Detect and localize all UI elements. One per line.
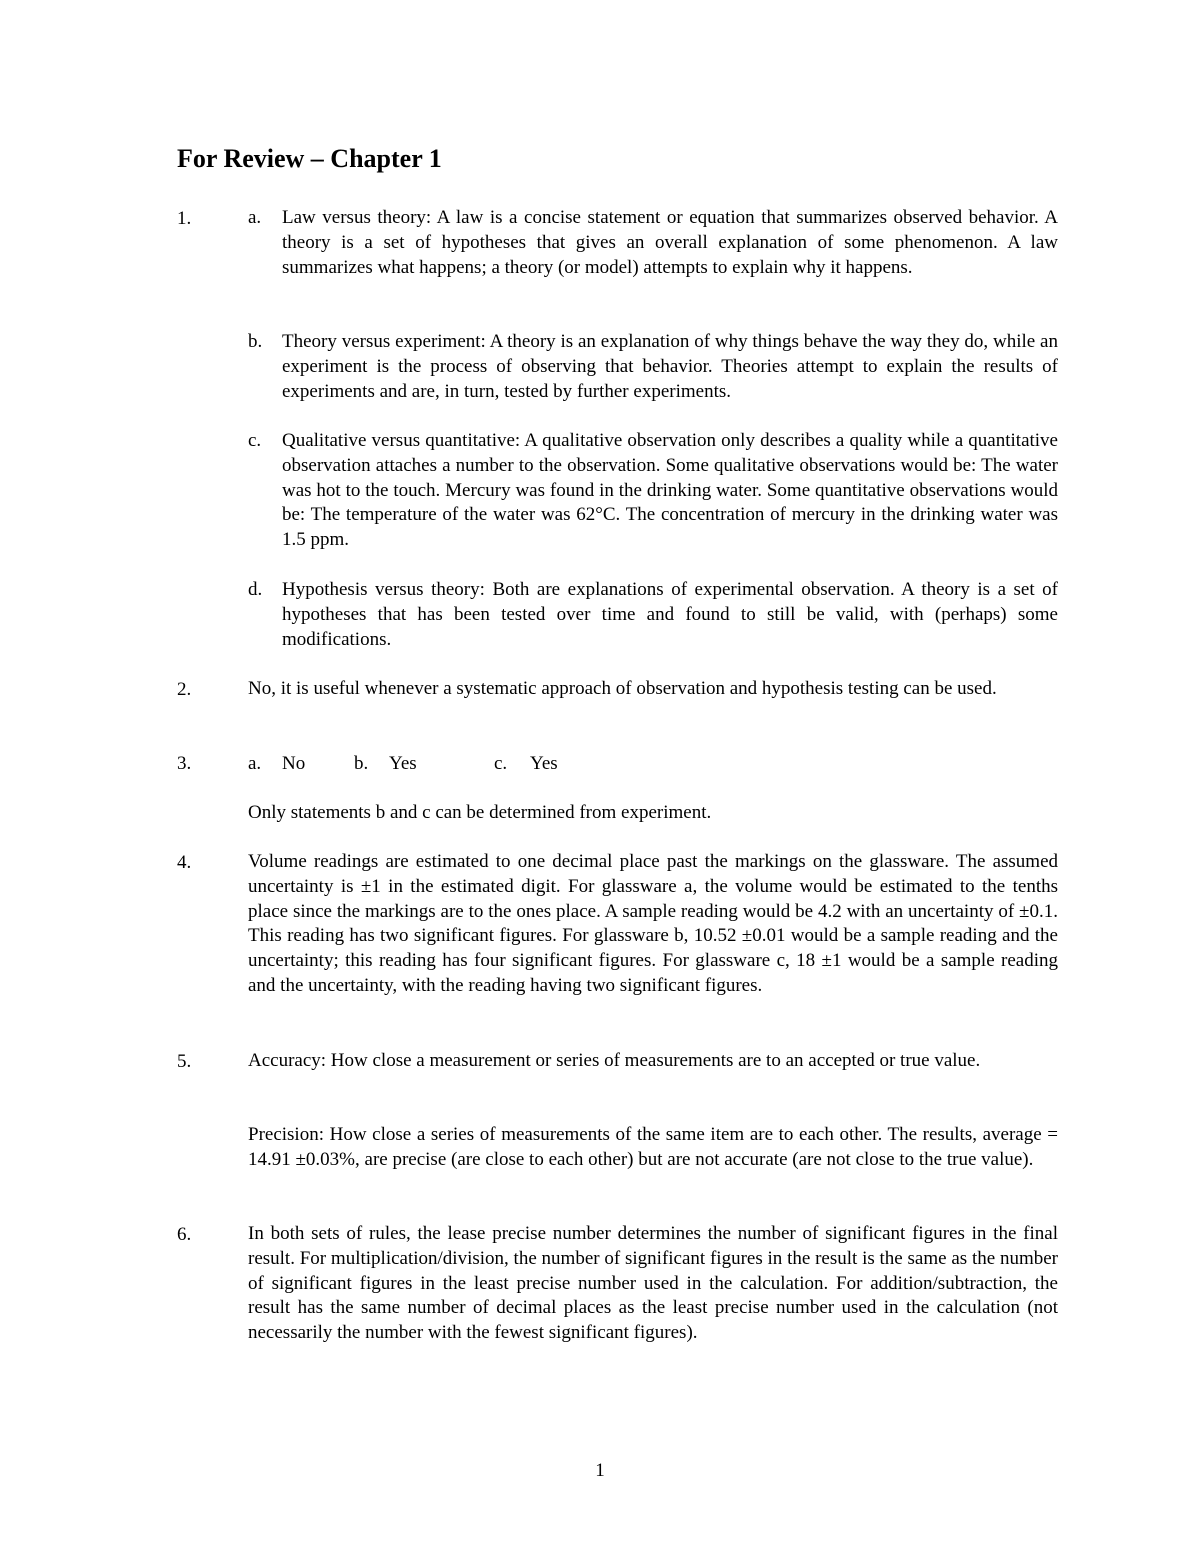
sub-item-letter: d. <box>248 579 263 600</box>
item-number: 1. <box>177 208 192 229</box>
item-number: 5. <box>177 1051 192 1072</box>
sub-item-text: Theory versus experiment: A theory is an explanation of why things behave the way they do, while an experiment is the process of observing that behavior. Theories attempt to explain the results of experiments and are, in turn, tested by further experiments. <box>282 331 1058 402</box>
answer-value: Yes <box>530 753 558 774</box>
sub-item-letter: b. <box>248 331 263 352</box>
page-title: For Review – Chapter 1 <box>177 144 442 173</box>
item-text: No, it is useful whenever a systematic approach of observation and hypothesis testing can be used. <box>248 678 997 699</box>
item-note: Only statements b and c can be determined from experiment. <box>248 802 712 823</box>
answer-value: Yes <box>389 753 417 774</box>
item-number: 4. <box>177 852 192 873</box>
page-number: 1 <box>595 1460 605 1481</box>
answer-letter: b. <box>354 753 369 774</box>
sub-item-1a <box>248 206 1058 280</box>
sub-item-text: Hypothesis versus theory: Both are explanations of experimental observation. A theory is a set of hypotheses that has been tested over time and found to still be valid, with (perhaps) some modifications. <box>282 579 1058 650</box>
item-number: 6. <box>177 1224 192 1245</box>
item-text: In both sets of rules, the lease precise number determines the number of significant figures in the final result. For multiplication/division, the number of significant figures in the result is the same as the number of significant figures in the least precise number used in the calculation. For addition/subtraction, the result has the same number of decimal places as the least precise number used in the calculation (not necessarily the number with the fewest significant figures). <box>248 1223 1058 1344</box>
item-text-continued: Precision: How close a series of measurements of the same item are to each other. The results, average = 14.91 ±0.03%, are precise (are close to each other) but are not accurate (are not close to the true value). <box>248 1124 1058 1170</box>
answer-letter: a. <box>248 753 262 774</box>
item-number: 3. <box>177 753 192 774</box>
sub-item-letter: a. <box>248 207 262 228</box>
item-text: Accuracy: How close a measurement or series of measurements are to an accepted or true value. <box>248 1050 981 1071</box>
sub-item-text: Qualitative versus quantitative: A qualitative observation only describes a quality while a quantitative observation attaches a number to the observation. Some qualitative observations would be: The water was hot to the touch. Mercury was found in the drinking water. Some quantitative observations would be: The temperature of the water was 62°C. The concentration of mercury in the drinking water was 1.5 ppm. <box>282 430 1058 551</box>
sub-item-1c <box>248 429 1058 553</box>
item-number: 2. <box>177 679 192 700</box>
sub-item-1b <box>248 330 1058 404</box>
sub-item-1d <box>248 578 1058 652</box>
item-text: Volume readings are estimated to one decimal place past the markings on the glassware. The assumed uncertainty is ±1 in the estimated digit. For glassware a, the volume would be estimated to the tenths place since the markings are to the ones place. A sample reading would be 4.2 with an uncertainty of ±0.1. This reading has two significant figures. For glassware b, 10.52 ±0.01 would be a sample reading and the uncertainty; this reading has four significant figures. For glassware c, 18 ±1 would be a sample reading and the uncertainty, with the reading having two significant figures. <box>248 851 1058 996</box>
answer-value: No <box>282 753 306 774</box>
sub-item-letter: c. <box>248 430 262 451</box>
sub-item-text: Law versus theory: A law is a concise statement or equation that summarizes observed behavior. A theory is a set of hypotheses that gives an overall explanation of some phenomenon. A law summarizes what happens; a theory (or model) attempts to explain why it happens. <box>282 207 1058 278</box>
answer-letter: c. <box>494 753 508 774</box>
